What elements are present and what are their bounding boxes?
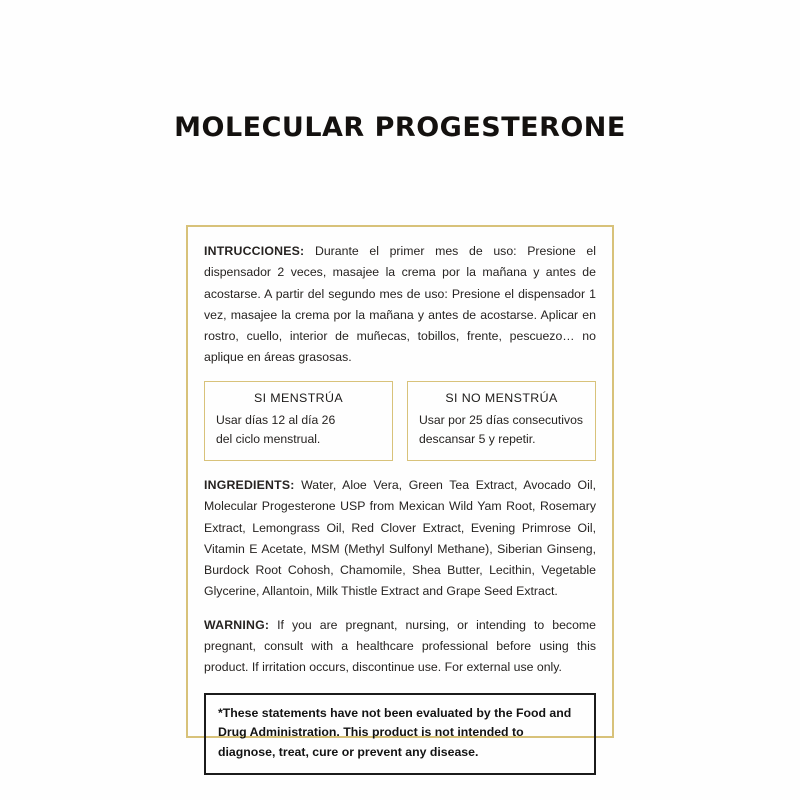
fda-disclaimer-text: *These statements have not been evaluated by the Food and Drug Administration. This product is not intended to diagnose, treat, cure or prevent any disease.	[218, 705, 572, 759]
cycle-boxes-row	[204, 381, 596, 462]
label-card	[186, 225, 614, 759]
non-menstruating-box-line-1: Usar por 25 días consecutivos	[419, 412, 583, 427]
non-menstruating-box-title: SI NO MENSTRÚA	[445, 390, 558, 405]
menstruating-box-line-2: del ciclo menstrual.	[216, 432, 321, 447]
fda-disclaimer-box	[204, 693, 596, 775]
instructions-text: Durante el primer mes de uso: Presione el dispensador 2 veces, masajee la crema por la mañana y antes de acostarse. A partir del segundo mes de uso: Presione el dispensador 1 vez, masajee la crema por la mañana y antes de acostarse. Aplicar en rostro, cuello, interior de muñecas, tobillos, frente, pescuezo… no aplique en áreas grasosas.	[204, 244, 596, 365]
menstruating-box-title: SI MENSTRÚA	[253, 390, 344, 405]
non-menstruating-box	[407, 381, 596, 462]
ingredients-label: INGREDIENTS:	[204, 478, 295, 493]
instructions-label: INTRUCCIONES:	[204, 244, 305, 258]
ingredients-text: Water, Aloe Vera, Green Tea Extract, Avocado Oil, Molecular Progesterone USP from Mexican Wild Yam Root, Rosemary Extract, Lemongrass Oil, Red Clover Extract, Evening Primrose Oil, Vitamin E Acetate, MSM (Methyl Sulfonyl Methane), Siberian Ginseng, Burdock Root Cohosh, Chamomile, Shea Butter, Lecithin, Vegetable Glycerine, Allantoin, Milk Thistle Extract and Grape Seed Extract.	[204, 478, 596, 599]
warning-text: If you are pregnant, nursing, or intending to become pregnant, consult with a healthcare professional before using this product. If irritation occurs, discontinue use. For external use only.	[204, 617, 596, 675]
menstruating-box-line-1: Usar días 12 al día 26	[216, 412, 336, 427]
page-title: MOLECULAR PROGESTERONE	[174, 112, 626, 143]
non-menstruating-box-line-2: descansar 5 y repetir.	[419, 432, 536, 447]
warning-label: WARNING:	[204, 617, 270, 632]
ingredients-paragraph	[204, 475, 596, 603]
instructions-paragraph	[204, 241, 596, 369]
menstruating-box	[204, 381, 393, 462]
warning-paragraph	[204, 615, 596, 679]
